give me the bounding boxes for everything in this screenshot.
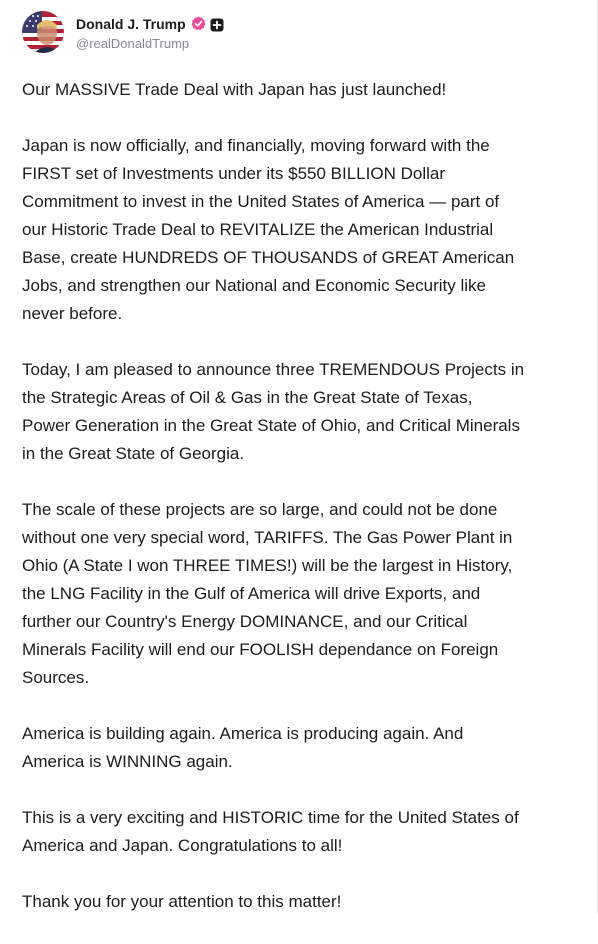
post-text-line: our Historic Trade Deal to REVITALIZE the American Industrial [22,220,494,239]
post-text-line: Minerals Facility will end our FOOLISH dependance on Foreign [22,640,499,659]
flag-portrait-icon [22,11,64,53]
avatar[interactable] [22,11,64,53]
plus-square-icon [210,17,224,31]
post-text-line: Today, I am pleased to announce three TREMENDOUS Projects in [22,360,525,379]
post-text-line: Ohio (A State I won THREE TIMES!) will be the largest in History, [22,556,513,575]
post-text-line: The scale of these projects are so large, and could not be done [22,500,498,519]
post-text-line: Our MASSIVE Trade Deal with Japan has just launched! [22,80,447,99]
post-text-line: Commitment to invest in the United States of America — part of [22,192,500,211]
post-text-line: This is a very exciting and HISTORIC time for the United States of [22,808,519,827]
post-paragraph [22,888,587,916]
post-paragraph [22,720,587,776]
post-header [22,10,224,54]
post-text-line: America is WINNING again. [22,752,233,771]
post-text-line: FIRST set of Investments under its $550 BILLION Dollar [22,164,445,183]
post-paragraph [22,132,587,328]
post-text-line: the LNG Facility in the Gulf of America will drive Exports, and [22,584,481,603]
author-info [76,14,224,51]
post-text-line: Power Generation in the Great State of Ohio, and Critical Minerals [22,416,520,435]
post-paragraph [22,496,587,692]
post-paragraph [22,804,587,860]
author-handle[interactable]: @realDonaldTrump [76,35,190,51]
post-text-line: America and Japan. Congratulations to all! [22,836,343,855]
post-text-line: Base, create HUNDREDS OF THOUSANDS of GREAT American [22,248,515,267]
post-text-line: without one very special word, TARIFFS. The Gas Power Plant in [22,528,513,547]
verified-check-icon [191,16,206,31]
author-display-name[interactable]: Donald J. Trump [76,15,186,32]
post-text-line: in the Great State of Georgia. [22,444,245,463]
post-text-line: further our Country's Energy DOMINANCE, and our Critical [22,612,468,631]
post-text-line: Japan is now officially, and financially, moving forward with the [22,136,490,155]
post-body [22,76,587,944]
post-text-line: Jobs, and strengthen our National and Economic Security like [22,276,486,295]
post-paragraph [22,76,587,104]
name-row [76,14,224,34]
post-text-line: Sources. [22,668,90,687]
post-text-line: America is building again. America is producing again. And [22,724,464,743]
post-text-line: never before. [22,304,123,323]
post-text-line: Thank you for your attention to this matter! [22,892,342,911]
post-text-line: the Strategic Areas of Oil & Gas in the Great State of Texas, [22,388,473,407]
post-paragraph [22,356,587,468]
